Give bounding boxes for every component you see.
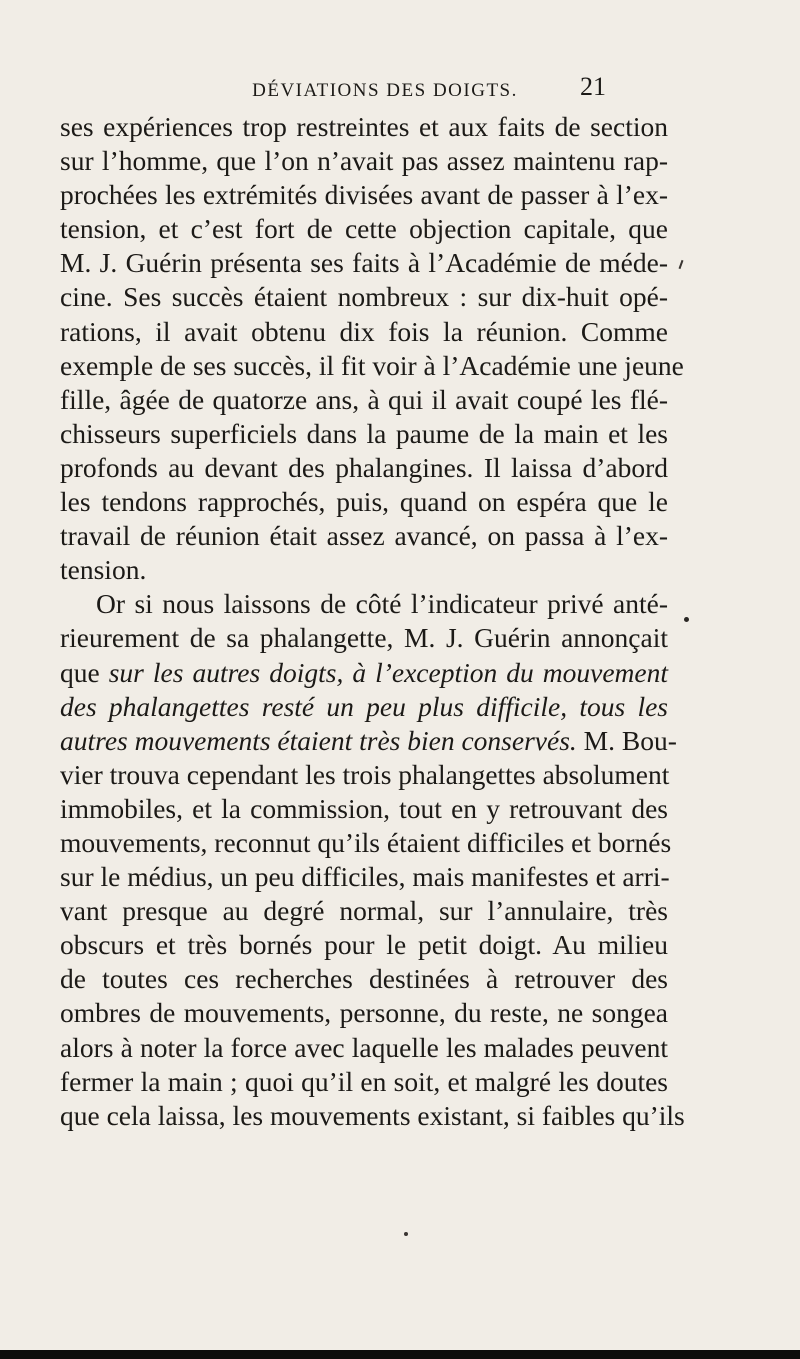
text-line: fille, âgée de quatorze ans, à qui il avait coupé les flé- [60,383,668,415]
text-line: de toutes ces recherches destinées à retrouver des [60,963,668,995]
text-line-mixed [60,656,668,690]
text-line: ombres de mouvements, personne, du reste, ne songea [60,997,668,1029]
text-line: vier trouva cependant les trois phalangettes absolument [60,758,670,790]
running-title: DÉVIATIONS DES DOIGTS. [252,80,518,101]
margin-mark [679,260,684,269]
text-line-mixed [60,724,677,758]
text-line: fermer la main ; quoi qu’il en soit, et malgré les doutes [60,1065,668,1097]
text-line: cine. Ses succès étaient nombreux : sur dix-huit opé- [60,281,668,313]
text-line: alors à noter la force avec laquelle les malades peuvent [60,1031,668,1063]
page-number: 21 [580,72,606,101]
text-line: mouvements, reconnut qu’ils étaient difficiles et bornés [60,826,672,858]
text-line: immobiles, et la commission, tout en y retrouvant des [60,792,668,824]
text-line: M. J. Guérin présenta ses faits à l’Académie de méde- [60,247,668,279]
text-line-italic [60,690,668,724]
text-line: profonds au devant des phalangines. Il laissa d’abord [60,451,668,483]
text-line: rieurement de sa phalangette, M. J. Guérin annonçait [60,622,668,654]
print-speck [404,1232,408,1236]
text-line: obscurs et très bornés pour le petit doigt. Au milieu [60,929,668,961]
italic-quote: autres mouvements étaient très bien conservés. [60,724,577,756]
text-line: travail de réunion était assez avancé, on passa à l’ex- [60,520,668,552]
italic-quote: des phalangettes resté un peu plus difficile, tous les [60,690,668,722]
text-line: rations, il avait obtenu dix fois la réunion. Comme [60,315,668,347]
text-line: les tendons rapprochés, puis, quand on espéra que le [60,486,668,518]
text-line: prochées les extrémités divisées avant de passer à l’ex- [60,179,668,211]
text-line: sur le médius, un peu difficiles, mais manifestes et arri- [60,861,670,893]
margin-dot [684,617,689,622]
italic-quote: sur les autres doigts, à l’exception du mouvement [108,656,668,688]
text-fragment: M. Bou- [576,724,677,756]
body-text [60,110,685,1133]
text-line: que cela laissa, les mouvements existant, si faibles qu’ils [60,1099,685,1131]
scan-edge [0,1350,800,1359]
text-fragment: que [60,656,109,688]
text-line: vant presque au degré normal, sur l’annulaire, très [60,895,668,927]
paragraph-start-line: Or si nous laissons de côté l’indicateur privé anté- [96,588,668,620]
text-line: exemple de ses succès, il fit voir à l’Académie une jeune [60,349,684,381]
text-line: ses expériences trop restreintes et aux faits de section [60,111,668,142]
text-line: tension. [60,554,147,586]
text-line: sur l’homme, que l’on n’avait pas assez maintenu rap- [60,145,668,177]
text-line: tension, et c’est fort de cette objection capitale, que [60,213,668,245]
text-line: chisseurs superficiels dans la paume de la main et les [60,417,668,449]
